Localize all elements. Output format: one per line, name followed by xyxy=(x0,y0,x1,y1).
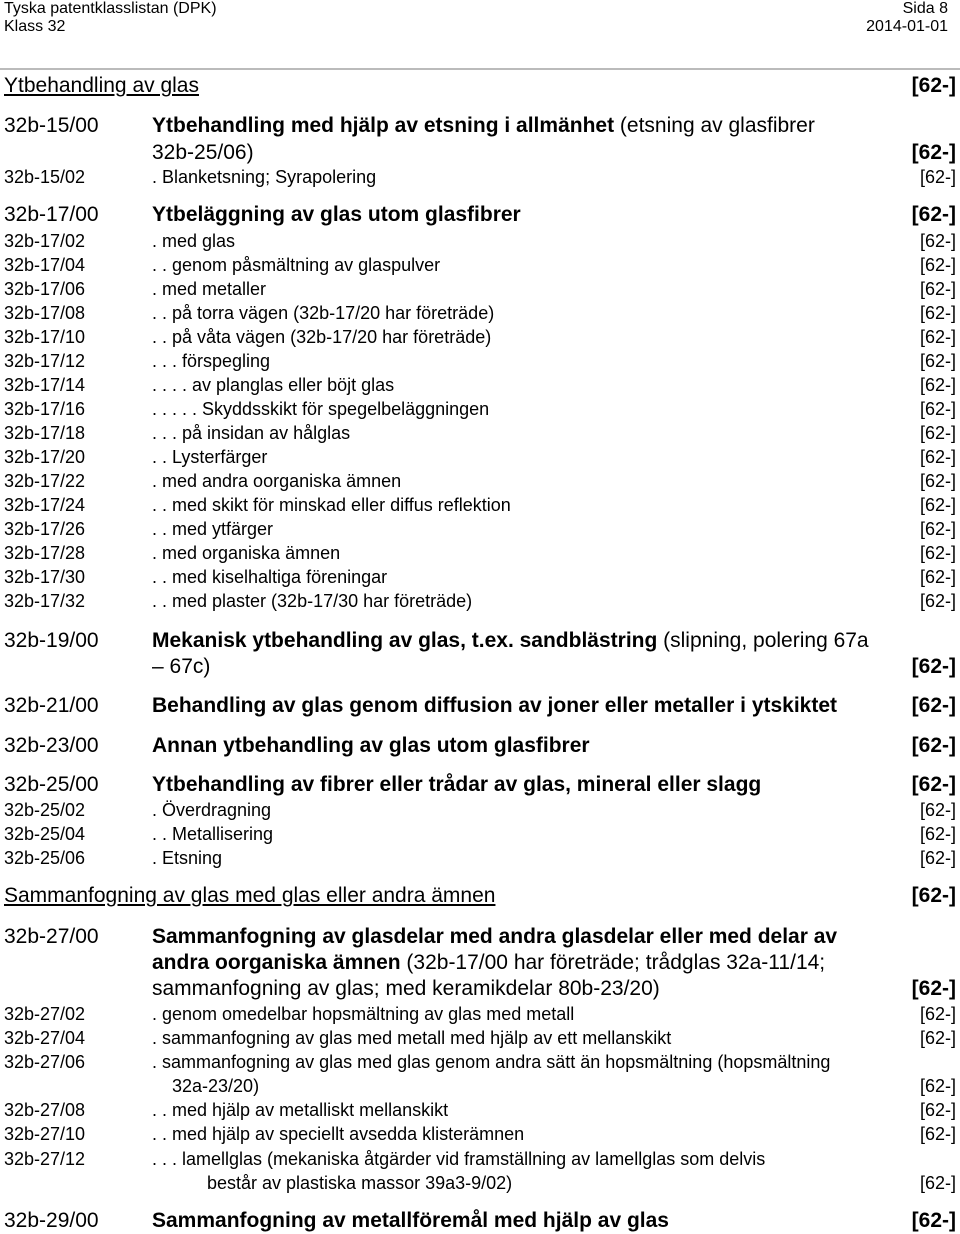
entry-text: Sammanfogning av metallföremål med hjälp av glas xyxy=(152,1209,669,1232)
page-number: Sida 8 xyxy=(902,0,948,17)
entry-code: 32b-27/06 xyxy=(4,1052,86,1072)
entry-class-code: [62-] xyxy=(911,203,956,226)
entry-text: Behandling av glas genom diffusion av joner eller metaller i ytskiktet xyxy=(152,694,838,717)
entry-text-cont: – 67c) xyxy=(152,655,211,678)
entry-class-code: [62-] xyxy=(911,1209,956,1232)
entry-code: 32b-25/00 xyxy=(4,773,99,796)
entry-class-code: [62-] xyxy=(911,141,956,164)
section-title: Sammanfogning av glas med glas eller andra ämnen xyxy=(4,884,496,907)
entry-class-code: [62-] xyxy=(919,824,956,844)
entry-text: . . med hjälp av speciellt avsedda klisterämnen xyxy=(152,1124,525,1144)
entry-text: . . med hjälp av metalliskt mellanskikt xyxy=(152,1100,449,1120)
entry-code: 32b-27/04 xyxy=(4,1028,86,1048)
entry-class-code: [62-] xyxy=(911,977,956,1000)
entry-code: 32b-29/00 xyxy=(4,1209,99,1232)
entry-text-cont: 32a-23/20) xyxy=(172,1076,260,1096)
entry-text: . med andra oorganiska ämnen xyxy=(152,471,402,491)
entry-class-code: [62-] xyxy=(919,1004,956,1024)
entry-code: 32b-19/00 xyxy=(4,629,99,652)
entry-class-code: [62-] xyxy=(919,351,956,371)
entry-text: . . . förspegling xyxy=(152,351,271,371)
entry-text: . sammanfogning av glas med glas genom andra sätt än hopsmältning (hopsmältning xyxy=(152,1052,831,1072)
entry-text: . med organiska ämnen xyxy=(152,543,341,563)
entry-code: 32b-25/04 xyxy=(4,824,86,844)
entry-class-code: [62-] xyxy=(919,1076,956,1096)
entry-code: 32b-17/20 xyxy=(4,447,86,467)
page-header xyxy=(0,0,960,44)
entry-text-cont: sammanfogning av glas; med keramikdelar 80b-23/20) xyxy=(152,977,660,1000)
entry-code: 32b-21/00 xyxy=(4,694,99,717)
entry-text: . . . . . Skyddsskikt för spegelbeläggningen xyxy=(152,399,490,419)
entry-class-code: [62-] xyxy=(919,1124,956,1144)
entry-class-code: [62-] xyxy=(919,543,956,563)
entry-class-code: [62-] xyxy=(911,655,956,678)
section-heading-ytbehandling xyxy=(4,74,956,98)
entry-text: Annan ytbehandling av glas utom glasfibrer xyxy=(152,734,590,757)
document-title: Tyska patentklasslistan (DPK) xyxy=(4,0,217,17)
entry-text: . Överdragning xyxy=(152,800,272,820)
entry-class-code: [62-] xyxy=(919,519,956,539)
entry-code: 32b-17/30 xyxy=(4,567,86,587)
entry-class-code: [62-] xyxy=(919,848,956,868)
entry-code: 32b-15/00 xyxy=(4,114,99,137)
entry-code: 32b-17/12 xyxy=(4,351,86,371)
entry-code: 32b-17/26 xyxy=(4,519,86,539)
entry-text: Ytbeläggning av glas utom glasfibrer xyxy=(152,203,521,226)
entry-code: 32b-17/04 xyxy=(4,255,86,275)
entry-text: . . på våta vägen (32b-17/20 har företräde) xyxy=(152,327,492,347)
entry-code: 32b-17/14 xyxy=(4,375,86,395)
entry-class-code: [62-] xyxy=(919,447,956,467)
document-date: 2014-01-01 xyxy=(866,18,948,35)
entry-class-code: [62-] xyxy=(919,375,956,395)
entry-class-code: [62-] xyxy=(919,327,956,347)
entry-class-code: [62-] xyxy=(919,567,956,587)
entry-text: . . genom påsmältning av glaspulver xyxy=(152,255,441,275)
entry-class-code: [62-] xyxy=(911,773,956,796)
entry-class-code: [62-] xyxy=(919,471,956,491)
entry-code: 32b-17/24 xyxy=(4,495,86,515)
entry-class-code: [62-] xyxy=(919,279,956,299)
entry-text: . genom omedelbar hopsmältning av glas med metall xyxy=(152,1004,575,1024)
entry-code: 32b-17/08 xyxy=(4,303,86,323)
class-label: Klass 32 xyxy=(4,18,66,35)
entry-code: 32b-27/12 xyxy=(4,1149,86,1169)
entry-class-code: [62-] xyxy=(919,800,956,820)
entry-text-cont: 32b-25/06) xyxy=(152,141,254,164)
entry-code: 32b-27/10 xyxy=(4,1124,86,1144)
entry-code: 32b-27/00 xyxy=(4,925,99,948)
entry-text: . . . lamellglas (mekaniska åtgärder vid framställning av lamellglas som delvis xyxy=(152,1149,766,1169)
entry-code: 32b-27/02 xyxy=(4,1004,86,1024)
section-heading-sammanfogning xyxy=(4,884,956,908)
entry-code: 32b-15/02 xyxy=(4,167,86,187)
entry-text: Ytbehandling med hjälp av etsning i allmänhet (etsning av glasfibrer xyxy=(152,114,815,137)
entry-code: 32b-17/32 xyxy=(4,591,86,611)
entry-text: Sammanfogning av glasdelar med andra glasdelar eller med delar av xyxy=(152,925,838,948)
entry-class-code: [62-] xyxy=(911,694,956,717)
entry-class-code: [62-] xyxy=(919,399,956,419)
entry-class-code: [62-] xyxy=(919,495,956,515)
entry-code: 32b-17/18 xyxy=(4,423,86,443)
entry-text: . Etsning xyxy=(152,848,223,868)
entry-text: . med metaller xyxy=(152,279,267,299)
entry-text: . . Metallisering xyxy=(152,824,274,844)
section-class-code: [62-] xyxy=(911,884,956,907)
entry-class-code: [62-] xyxy=(919,591,956,611)
entry-text: . . med kiselhaltiga föreningar xyxy=(152,567,388,587)
entry-text: . sammanfogning av glas med metall med hjälp av ett mellanskikt xyxy=(152,1028,672,1048)
entry-code: 32b-25/06 xyxy=(4,848,86,868)
entry-code: 32b-17/16 xyxy=(4,399,86,419)
entry-class-code: [62-] xyxy=(919,231,956,251)
entry-code: 32b-17/00 xyxy=(4,203,99,226)
entry-text: . . på torra vägen (32b-17/20 har företräde) xyxy=(152,303,495,323)
entry-class-code: [62-] xyxy=(919,1028,956,1048)
entry-text: . med glas xyxy=(152,231,236,251)
entry-code: 32b-17/10 xyxy=(4,327,86,347)
entry-text: . . . . av planglas eller böjt glas xyxy=(152,375,395,395)
entry-text: . . . på insidan av hålglas xyxy=(152,423,351,443)
entry-text: . Blanketsning; Syrapolering xyxy=(152,167,377,187)
entry-text: . . med plaster (32b-17/30 har företräde) xyxy=(152,591,473,611)
entry-code: 32b-17/02 xyxy=(4,231,86,251)
header-divider xyxy=(0,68,960,70)
entry-class-code: [62-] xyxy=(919,423,956,443)
entry-code: 32b-23/00 xyxy=(4,734,99,757)
entry-class-code: [62-] xyxy=(919,1100,956,1120)
entry-class-code: [62-] xyxy=(919,1173,956,1193)
entry-text-cont: består av plastiska massor 39a3-9/02) xyxy=(207,1173,513,1193)
entry-text: . . med skikt för minskad eller diffus reflektion xyxy=(152,495,511,515)
entry-text: Ytbehandling av fibrer eller trådar av glas, mineral eller slagg xyxy=(152,773,762,796)
entry-code: 32b-17/28 xyxy=(4,543,86,563)
entry-code: 32b-25/02 xyxy=(4,800,86,820)
entry-text-cont: andra oorganiska ämnen (32b-17/00 har företräde; trådglas 32a-11/14; xyxy=(152,951,826,974)
entry-text: . . med ytfärger xyxy=(152,519,274,539)
entry-class-code: [62-] xyxy=(911,734,956,757)
entry-class-code: [62-] xyxy=(919,255,956,275)
entry-code: 32b-27/08 xyxy=(4,1100,86,1120)
section-title: Ytbehandling av glas xyxy=(4,74,199,97)
entry-code: 32b-17/22 xyxy=(4,471,86,491)
section-class-code: [62-] xyxy=(911,74,956,97)
entry-code: 32b-17/06 xyxy=(4,279,86,299)
entry-text: . . Lysterfärger xyxy=(152,447,268,467)
entry-class-code: [62-] xyxy=(919,303,956,323)
entry-class-code: [62-] xyxy=(919,167,956,187)
entry-text: Mekanisk ytbehandling av glas, t.ex. sandblästring (slipning, polering 67a xyxy=(152,629,869,652)
